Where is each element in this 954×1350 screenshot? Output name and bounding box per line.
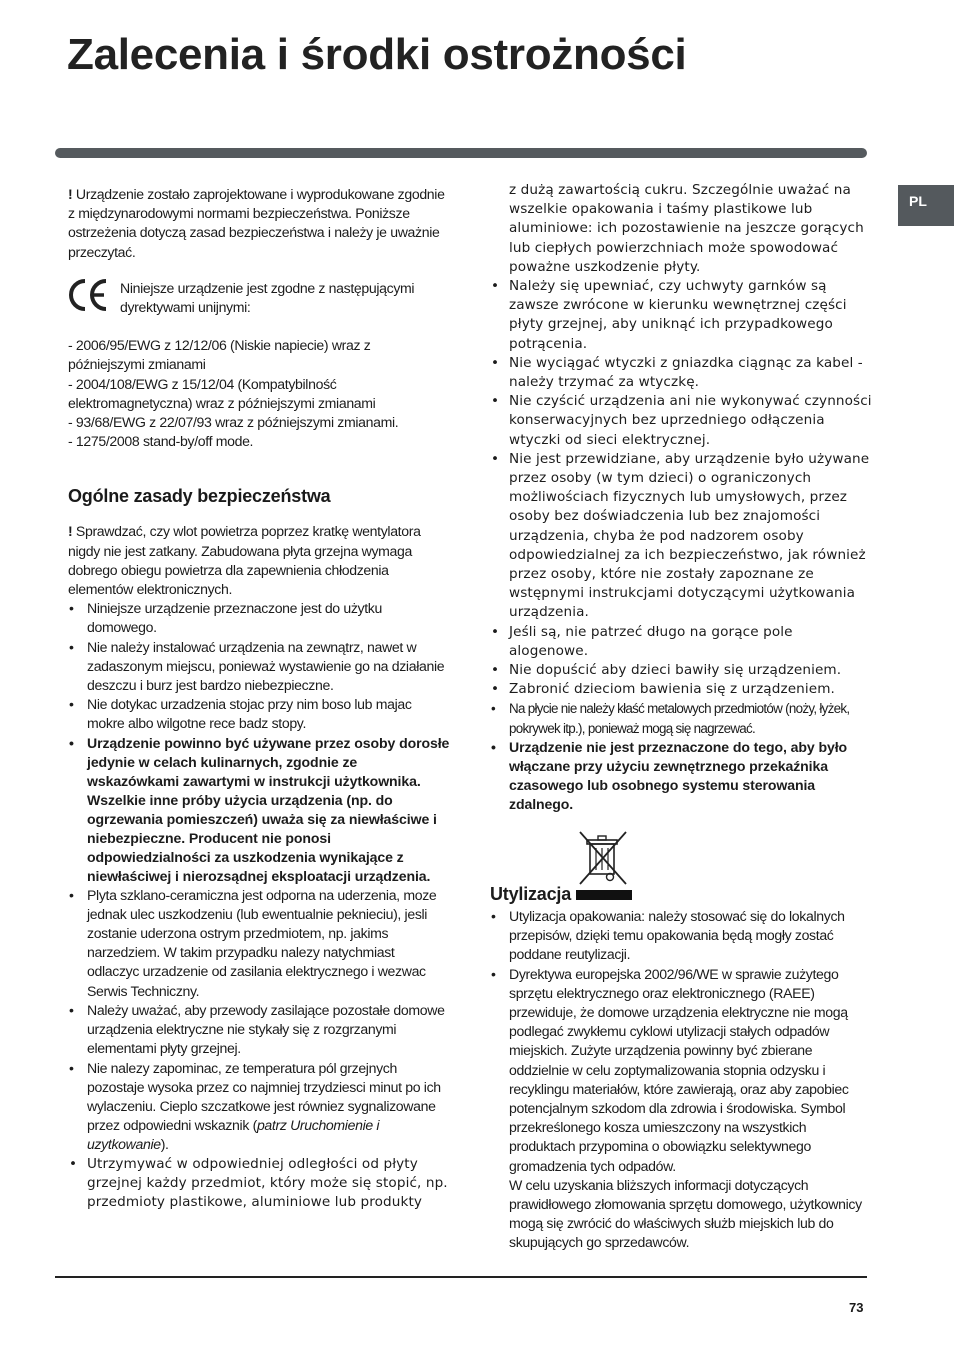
directive-item: - 1275/2008 stand-by/off mode. [68, 433, 254, 450]
list-item: • Urządzenie nie jest przeznaczone do tego, aby było włączane przy użyciu zewnętrznego przekaźnika czasowego lub osobnego systemu sterowania zdalnego. [490, 738, 874, 814]
continued-paragraph: z dużą zawartością cukru. Szczególnie uważać na wszelkie opakowania i taśmy plastikowe lub aluminiowe: ich pozostawienie na jeszcze gorących lub ciepłych powierzchniach może spowodować poważne uszkodzenie płyty. [509, 182, 864, 275]
footer-divider [55, 1276, 867, 1278]
list-item: • Należy się upewniać, czy uchwyty garnków są zawsze zwrócone w kierunku wewnętrznej części płyty grzejnej, aby uniknąć ich przypadkowego potrącenia. [490, 277, 874, 354]
heading-bar [576, 890, 632, 900]
disposal-note: W celu uzyskania bliższych informacji dotyczących prawidłowego złomowania sprzętu domowego, użytkownicy mogą się zwrócić do właściwych służb miejskich lub do skupujących go sprzedawców. [509, 1176, 862, 1251]
list-item: • Utylizacja opakowania: należy stosować się do lokalnych przepisów, dzięki temu opakowania będą mogły zostać poddane reutylizacji. [490, 907, 874, 965]
intro-text: Urządzenie zostało zaprojektowane i wyprodukowane zgodnie z międzynarodowymi normami bezpieczeństwa. Poniższe ostrzeżenia dotyczą zasad bezpieczeństwa i należy je uważnie przeczytać. [68, 186, 445, 260]
disposal-heading [490, 884, 874, 904]
ce-compliance-text: Niniejsze urządzenie jest zgodne z następującymi dyrektywami unijnymi: [120, 279, 415, 316]
section-heading: Ogólne zasady bezpieczeństwa [68, 486, 331, 507]
residual-heat-text: Nie nalezy zapominac, ze temperatura pól grzejnych pozostaje wysoka przez co najmniej trzydziesci minut po ich wylaczeniu. Cieplo szczatkowe jest równiez sygnalizowane przez odpowiedni wskaznik ( [87, 1059, 441, 1134]
list-item: • Jeśli są, nie patrzeć długo na gorące pole alogenowe. [490, 623, 874, 661]
list-item: • Nie należy instalować urządzenia na zewnątrz, nawet w zadaszonym miejscu, ponieważ wystawienie go na działanie deszczu i burz jest bardzo niebezpieczne. [68, 638, 450, 696]
warning-text: Sprawdzać, czy wlot powietrza poprzez kratkę wentylatora nigdy nie jest zatkany. Zabudowana płyta grzejna wymaga dobrego obiegu powietrza dla zapewnienia chłodzenia elementów elektronicznych. [68, 523, 421, 598]
left-column [68, 185, 450, 1212]
disposal-heading-text: Utylizacja [490, 883, 572, 904]
page-number: 73 [849, 1300, 864, 1315]
ce-mark-icon [68, 277, 112, 313]
directives-list [68, 336, 450, 451]
list-item: • Nie dopuścić aby dzieci bawiły się urządzeniem. [490, 661, 874, 680]
ce-block [68, 279, 450, 317]
safety-list [68, 599, 450, 1212]
directive-item: - 2006/95/EWG z 12/12/06 (Niskie napiecie) wraz z późniejszymi zmianami [68, 337, 371, 373]
list-item: • Nie czyścić urządzenia ani nie wykonywać czynności konserwacyjnych bez uprzedniego odłączenia wtyczki od sieci elektrycznej. [490, 392, 874, 450]
safety-list-continued [490, 277, 874, 814]
crossed-out-bin-icon [576, 830, 630, 886]
warning-paragraph [68, 522, 450, 599]
list-item: • Na płycie nie należy kłaść metalowych przedmiotów (noży, łyżek, pokrywek itp.), ponieważ mogą się nagrzewać. [490, 699, 874, 737]
list-item: • Nie wyciągać wtyczki z gniazdka ciągnąc za kabel - należy trzymać za wtyczkę. [490, 354, 874, 392]
exclamation-mark: ! [68, 186, 73, 202]
exclamation-mark: ! [68, 523, 73, 540]
directive-item: - 2004/108/EWG z 15/12/04 (Kompatybilność elektromagnetyczna) wraz z późniejszymi zmianami [68, 375, 376, 411]
right-column [490, 181, 874, 1253]
list-item: • Zabronić dzieciom bawienia się z urządzeniem. [490, 680, 874, 699]
directive-item: - 93/68/EWG z 22/07/93 wraz z późniejszymi zmianami. [68, 414, 399, 431]
intro-paragraph [68, 185, 450, 262]
language-tab: PL [898, 185, 954, 226]
manual-reference: patrz Uruchomienie i uzytkowanie [87, 1117, 380, 1153]
list-item: • Nie dotykac urzadzenia stojac przy nim boso lub majac mokre albo wilgotne rece badz stopy. [68, 695, 450, 733]
disposal-list [490, 907, 874, 1176]
list-item: • Plyta szklano-ceramiczna jest odporna na uderzenia, moze jednak ulec uszkodzeniu (lub ewentualnie peknieciu), jesli zostanie uderzona ostrym przedmiotem, np. jakims narzedziem. W takim przypadku nalezy natychmiast odlaczyc urzadzenie od zasilania elektrycznego i wezwac Serwis Techniczny. [68, 886, 450, 1001]
list-item: • Dyrektywa europejska 2002/96/WE w sprawie zużytego sprzętu elektrycznego oraz elektronicznego (RAEE) przewiduje, że domowe urządzenia elektryczne nie mogą podlegać zwykłemu cyklowi utylizacji stałych odpadów miejskich. Zużyte urządzenia powinny być zbierane oddzielnie w celu zoptymalizowania stopnia odzysku i recyklingu materiałów, które zawierają, oraz aby zapobiec potencjalnym szkodom dla zdrowia i środowiska. Symbol przekreślonego kosza umieszczony na wszystkich produktach przypomina o obowiązku selektywnego gromadzenia tych odpadów. [490, 965, 874, 1176]
list-item: • Utrzymywać w odpowiedniej odległości od płyty grzejnej każdy przedmiot, który może się stopić, np. przedmioty plastikowe, aluminiowe lub produkty [68, 1155, 450, 1213]
header-divider [55, 148, 867, 158]
list-item: • Należy uważać, aby przewody zasilające pozostałe domowe urządzenia elektryczne nie stykały się z rozgrzanymi elementami płyty grzejnej. [68, 1001, 450, 1059]
list-item: • Urządzenie powinno być używane przez osoby dorosłe jedynie w celach kulinarnych, zgodnie ze wskazówkami zawartymi w instrukcji użytkownika. Wszelkie inne próby użycia urządzenia (np. do ogrzewania pomieszczeń) uważa się za niewłaściwe i niebezpieczne. Producent nie ponosi odpowiedzialności za uszkodzenia wynikające z niewłaściwej i nierozsądnej eksploatacji urządzenia. [68, 734, 450, 886]
page-title: Zalecenia i środki ostrożności [67, 30, 687, 79]
list-item [68, 1059, 450, 1155]
list-item: • Nie jest przewidziane, aby urządzenie było używane przez osoby (w tym dzieci) o ograniczonych możliwościach fizycznych lub umysłowych, przez osoby bez doświadczenia lub bez znajomości urządzenia, chyba że pod nadzorem osoby odpowiedzialnej za ich bezpieczeństwo, jak również przez osoby, które nie zostały zapoznane ze wstępnymi instrukcjami dotyczącymi użytkowania urządzenia. [490, 450, 874, 623]
list-item: • Niniejsze urządzenie przeznaczone jest do użytku domowego. [68, 599, 450, 637]
residual-heat-suffix: ). [160, 1136, 169, 1153]
